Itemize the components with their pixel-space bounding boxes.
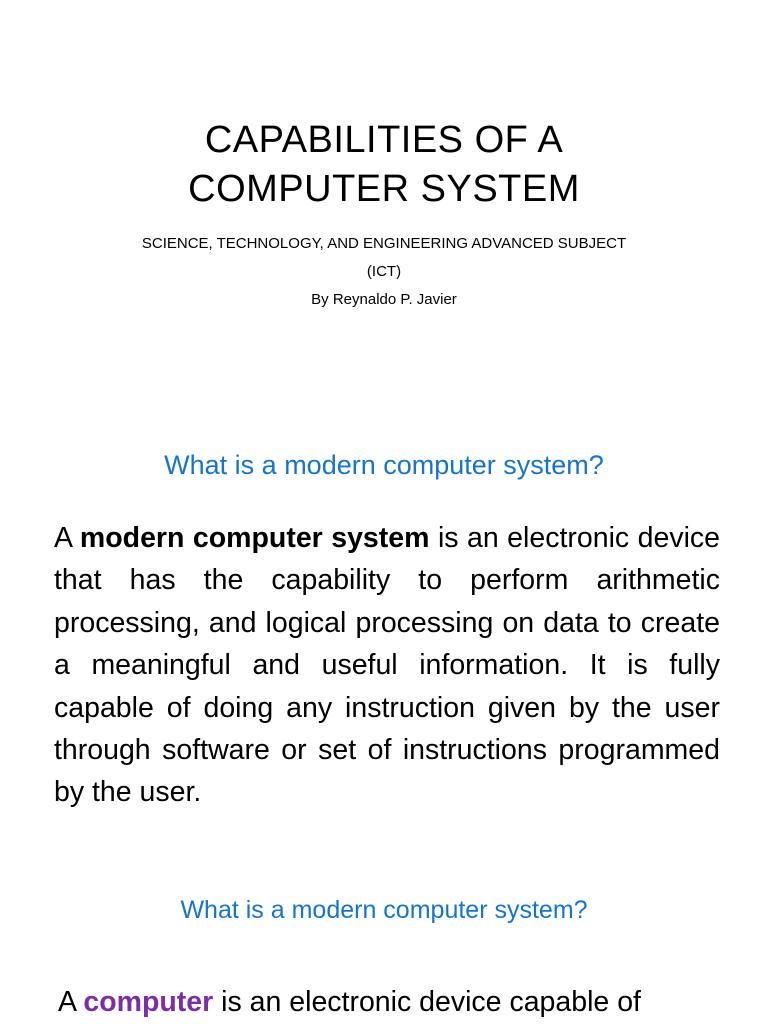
slide-subtitle — [0, 230, 768, 314]
computer-paragraph — [58, 982, 738, 1022]
author-line: By Reynaldo P. Javier — [311, 291, 457, 308]
title-line-2: COMPUTER SYSTEM — [188, 168, 580, 210]
section-heading-1: What is a modern computer system? — [164, 450, 604, 480]
definition-paragraph — [54, 517, 720, 814]
title-line-1: CAPABILITIES OF A — [204, 119, 564, 161]
paragraph-prefix: A — [54, 522, 80, 554]
paragraph-bold-term: modern computer system — [79, 522, 430, 554]
paragraph-body: is an electronic device that has the capability to perform arithmetic processing, and logical processing on data to create a meaningful and useful information. It is fully capable of doing any instruction given by the user through software or set of instructions programmed by the user. — [54, 522, 721, 809]
title-slide — [0, 0, 768, 360]
subtitle-line-1: SCIENCE, TECHNOLOGY, AND ENGINEERING ADVANCED SUBJECT — [141, 235, 627, 252]
paragraph2-prefix: A — [58, 986, 84, 1018]
section-heading-2: What is a modern computer system? — [180, 896, 588, 924]
paragraph2-body: is an electronic device capable of — [213, 986, 641, 1018]
slide-title — [0, 116, 768, 214]
paragraph2-accent-term: computer — [83, 986, 214, 1018]
subtitle-line-2: (ICT) — [366, 263, 402, 280]
